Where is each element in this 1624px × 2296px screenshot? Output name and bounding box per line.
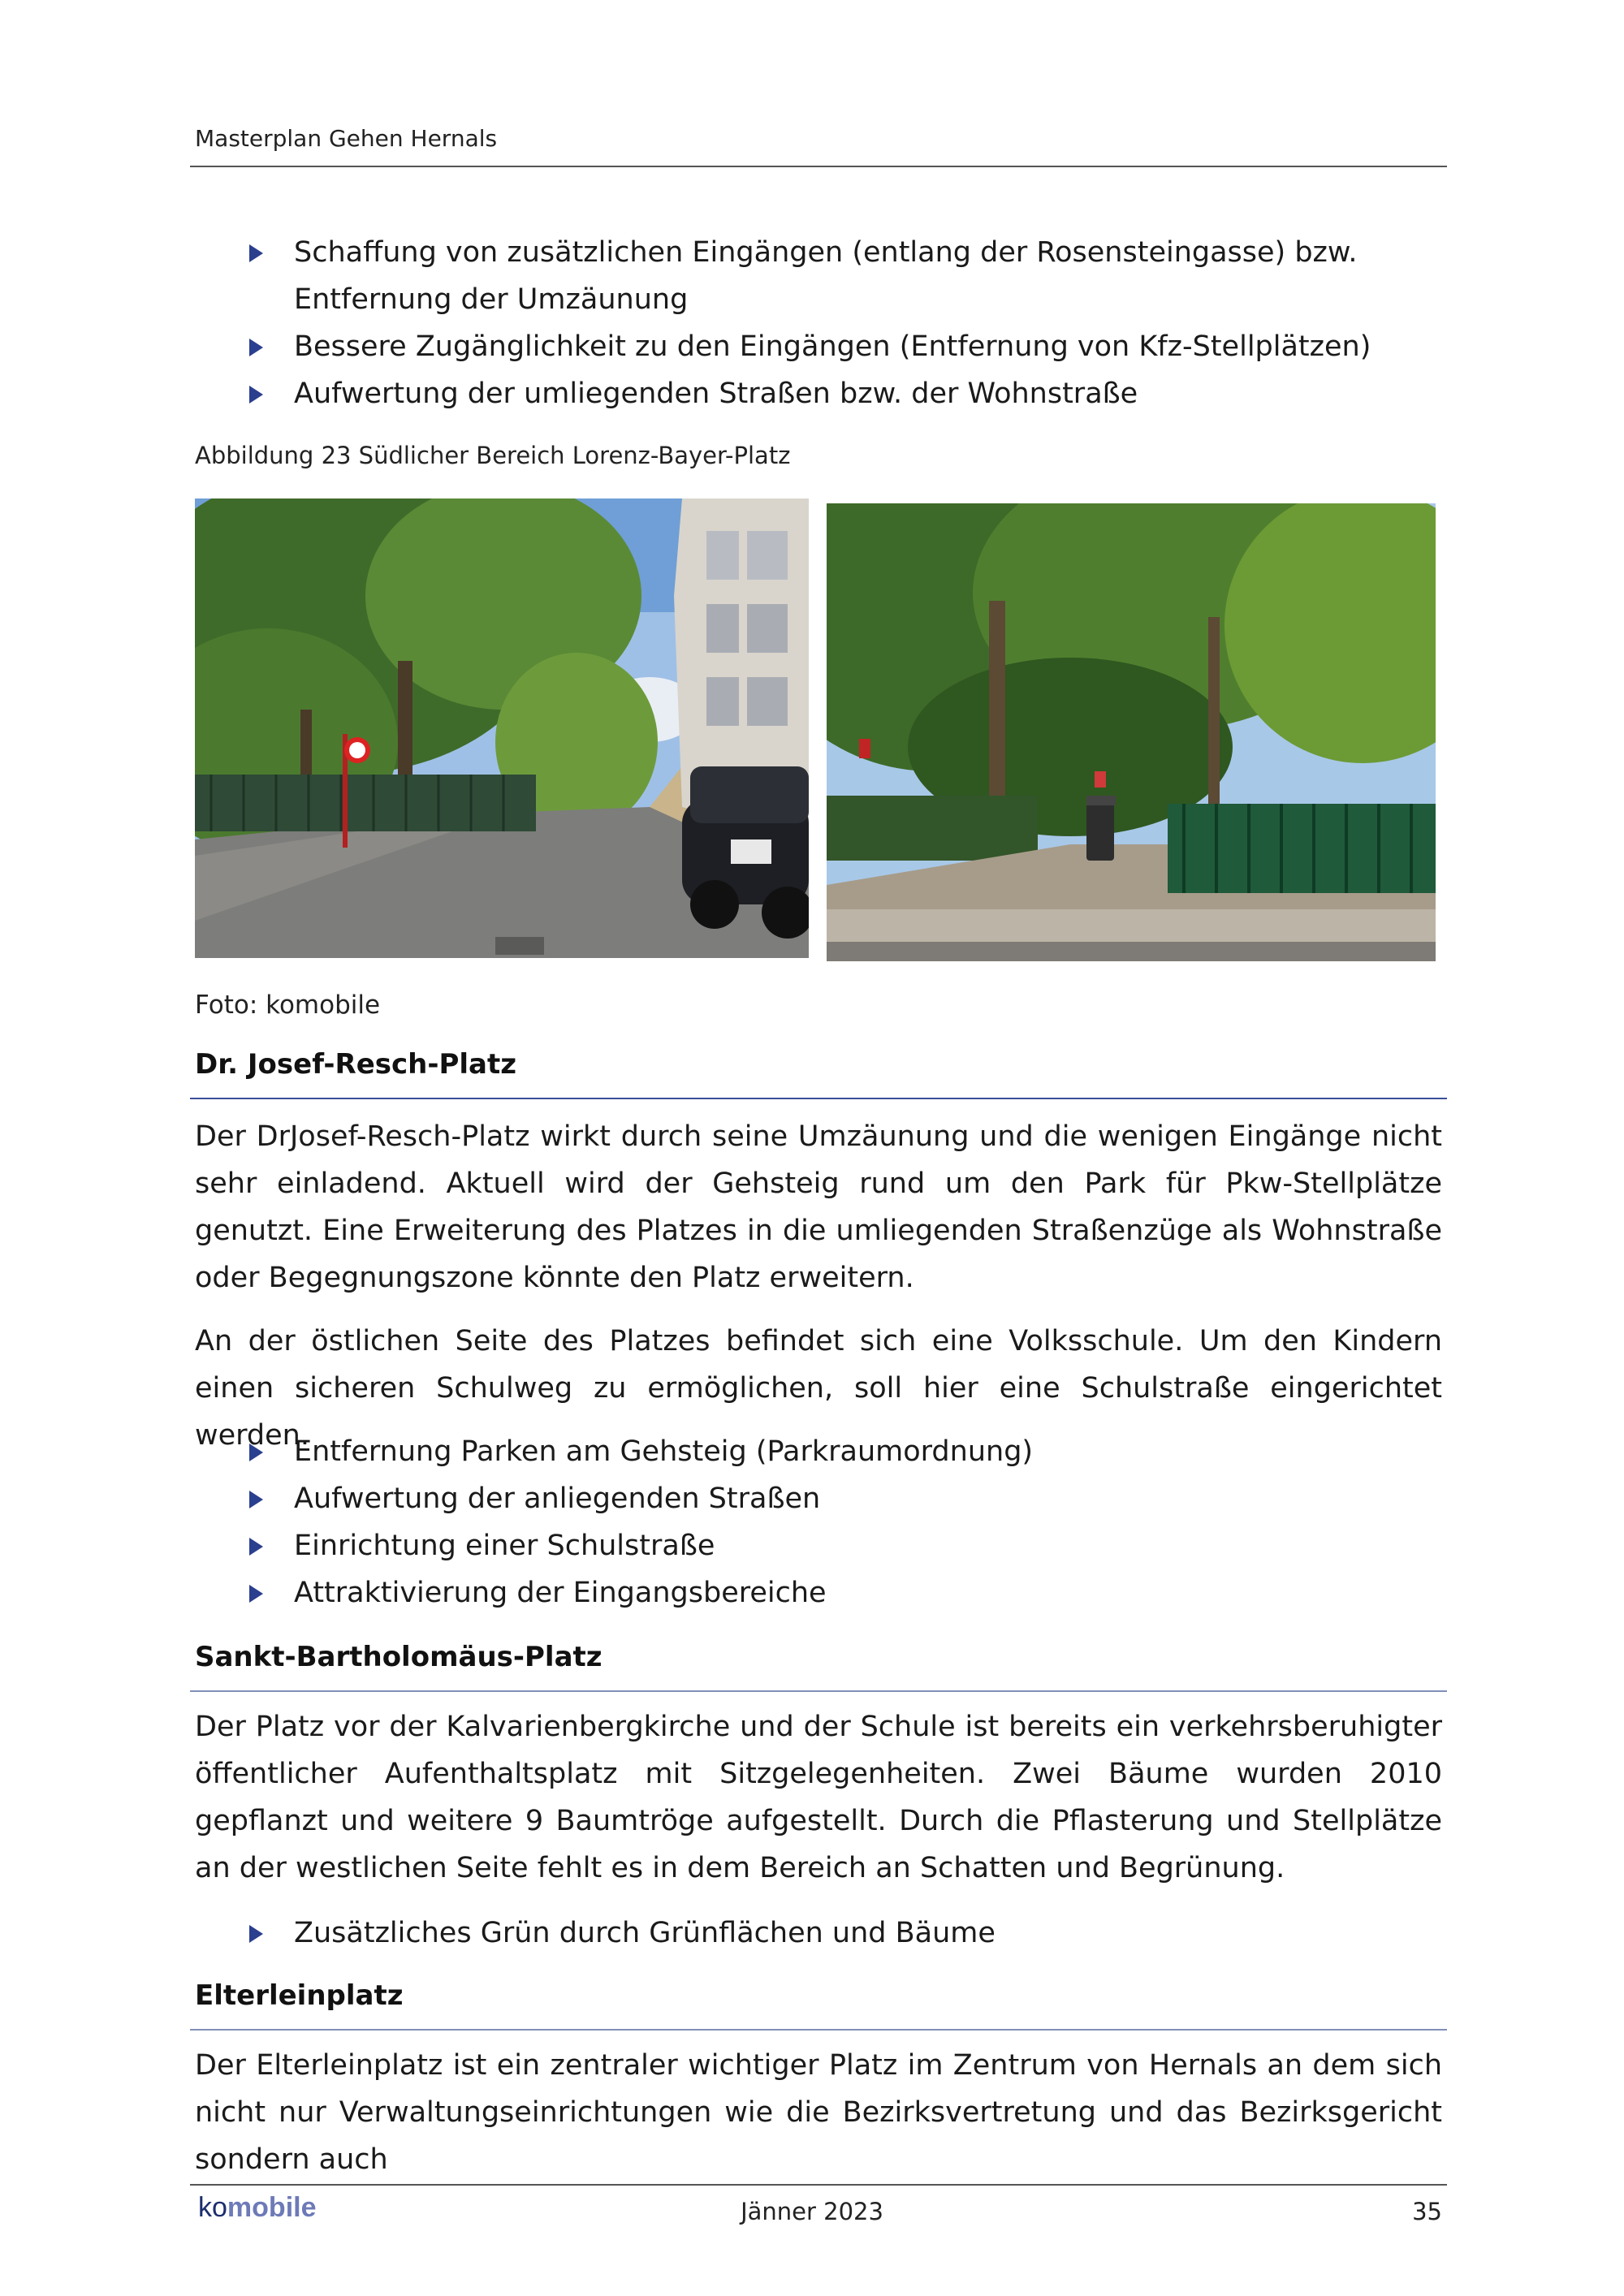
section-divider (190, 2029, 1447, 2031)
footer-divider (190, 2184, 1447, 2186)
section-divider (190, 1098, 1447, 1099)
bullet-triangle-icon (249, 386, 263, 404)
paragraph: An der östlichen Seite des Platzes befindet sich eine Volksschule. Um den Kindern einen sicheren Schulweg zu ermöglichen, soll hier eine Schulstraße eingerichtet werden. (195, 1325, 1442, 1452)
list-item: Entfernung Parken am Gehsteig (Parkraumordnung) (195, 1428, 1445, 1475)
paragraph: Der Elterleinplatz ist ein zentraler wichtiger Platz im Zentrum von Hernals an dem sich nicht nur Verwaltungseinrichtungen wie die Bezirksvertretung und das Bezirksgericht sondern auch (195, 2049, 1442, 2176)
list-item: Schaffung von zusätzlichen Eingängen (entlang der Rosensteingasse) bzw. Entfernung der Umzäunung (195, 229, 1445, 323)
bullet-triangle-icon (249, 1925, 263, 1943)
footer-date: Jänner 2023 (741, 2198, 883, 2225)
bullet-triangle-icon (249, 1444, 263, 1461)
figure-caption: Abbildung 23 Südlicher Bereich Lorenz-Bayer-Platz (195, 442, 791, 469)
page-number: 35 (1412, 2198, 1442, 2225)
list-item: Einrichtung einer Schulstraße (195, 1522, 1445, 1569)
header-divider (190, 166, 1447, 167)
paragraph: Der DrJosef-Resch-Platz wirkt durch seine Umzäunung und die wenigen Eingänge nicht sehr einladend. Aktuell wird der Gehsteig rund um den Park für Pkw-Stellplätze genutzt. Eine Erweiterung des Platzes in die umliegenden Straßenzüge als Wohnstraße oder Begegnungszone könnte den Platz erweitern. (195, 1120, 1442, 1294)
running-header: Masterplan Gehen Hernals (195, 125, 498, 152)
list-item: Zusätzliches Grün durch Grünflächen und Bäume (195, 1910, 1445, 1957)
paragraph: Der Platz vor der Kalvarienbergkirche und der Schule ist bereits ein verkehrsberuhigter öffentlicher Aufenthaltsplatz mit Sitzgelegenheiten. Zwei Bäume wurden 2010 gepflanzt und weitere 9 Baumtröge aufgestellt. Durch die Pflasterung und Stellplätze an der westlichen Seite fehlt es in dem Bereich an Schatten und Begrünung. (195, 1711, 1442, 1884)
bartholomaeus-bullet-list (195, 1910, 1445, 1957)
list-item: Aufwertung der umliegenden Straßen bzw. der Wohnstraße (195, 370, 1445, 417)
section-heading-sankt-bartholomaeus-platz: Sankt-Bartholomäus-Platz (195, 1641, 603, 1673)
section-heading-elterleinplatz: Elterleinplatz (195, 1979, 404, 2012)
bullet-triangle-icon (249, 1491, 263, 1508)
list-item: Attraktivierung der Eingangsbereiche (195, 1569, 1445, 1616)
bullet-triangle-icon (249, 244, 263, 262)
bullet-triangle-icon (249, 1585, 263, 1603)
bullet-triangle-icon (249, 1538, 263, 1556)
josef-resch-bullet-list (195, 1428, 1445, 1616)
section-divider (190, 1690, 1447, 1692)
list-item: Aufwertung der anliegenden Straßen (195, 1475, 1445, 1522)
photo-street-view (195, 498, 809, 958)
intro-bullet-list (195, 229, 1445, 417)
komobile-logo: komobile (198, 2192, 317, 2223)
photo-park-entrance (827, 503, 1436, 961)
section-heading-josef-resch-platz: Dr. Josef-Resch-Platz (195, 1048, 517, 1081)
photo-credit: Foto: komobile (195, 990, 381, 1020)
bullet-triangle-icon (249, 339, 263, 356)
list-item: Bessere Zugänglichkeit zu den Eingängen (Entfernung von Kfz-Stellplätzen) (195, 323, 1445, 370)
